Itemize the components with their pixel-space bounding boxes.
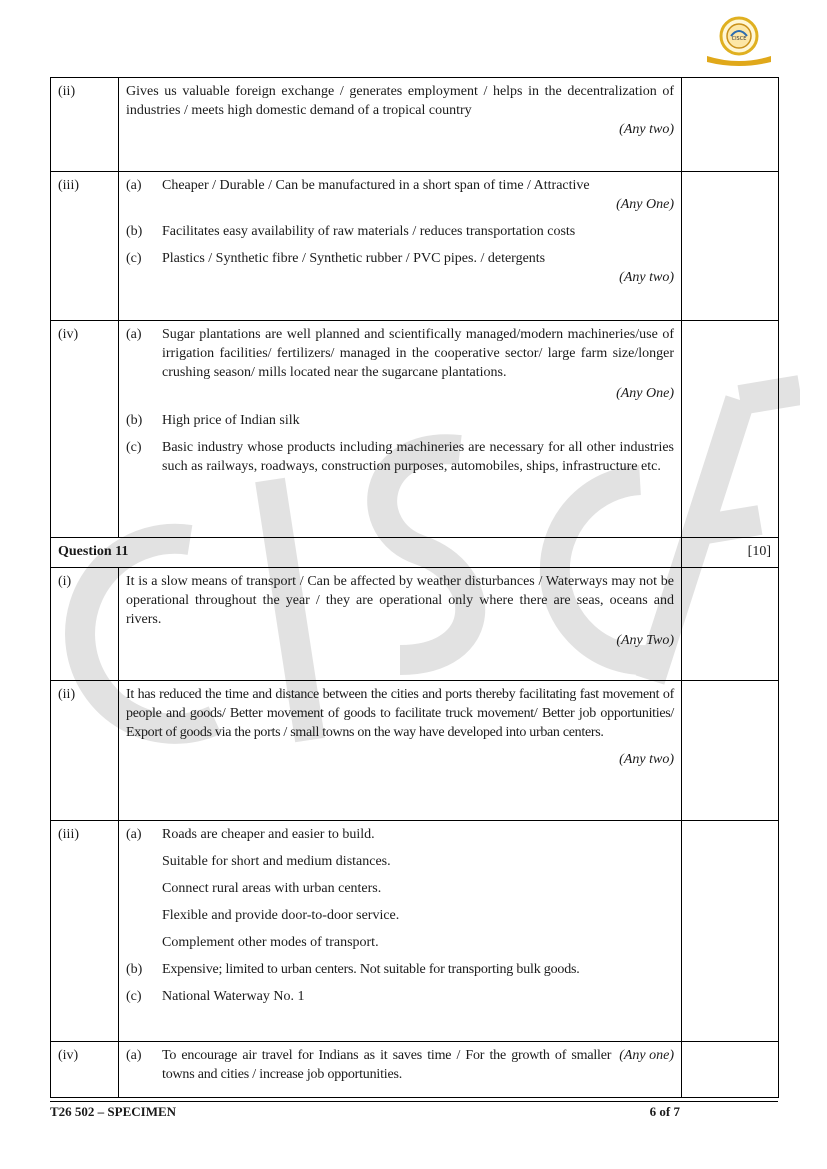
answer-text: Gives us valuable foreign exchange / generates employment / helps in the decentralization of industries / meets high domestic demand of a tropical country (126, 84, 674, 118)
row-label: (ii) (51, 78, 119, 172)
question-title: Question 11 (51, 538, 682, 568)
answer-cell (119, 78, 682, 172)
sub-answer (126, 1046, 674, 1084)
page-footer (50, 1104, 680, 1120)
marks-cell (682, 172, 779, 321)
answer-cell (119, 321, 682, 538)
sub-label: (a) (126, 178, 142, 193)
table-row (51, 568, 779, 681)
sub-label: (b) (126, 962, 143, 977)
footer-divider (50, 1101, 778, 1102)
any-note: (Any two) (619, 752, 674, 767)
table-row (51, 78, 779, 172)
answer-cell (119, 821, 682, 1042)
any-note: (Any One) (616, 386, 674, 401)
any-note: (Any two) (619, 270, 674, 285)
answer-line: Suitable for short and medium distances. (162, 854, 391, 869)
any-note: (Any Two) (616, 633, 674, 648)
sub-label: (c) (126, 251, 142, 266)
sub-answer (126, 825, 674, 952)
answer-line: Roads are cheaper and easier to build. (162, 827, 375, 842)
answer-text: It is a slow means of transport / Can be affected by weather disturbances / Waterways may not be operational throughout the year / they are operational only where there are seas, oceans and rivers. (126, 574, 674, 627)
answer-text: Expensive; limited to urban centers. Not suitable for transporting bulk goods. (162, 962, 580, 977)
answer-text: Plastics / Synthetic fibre / Synthetic rubber / PVC pipes. / detergents (162, 251, 546, 266)
marks-cell (682, 1042, 779, 1098)
row-label: (iii) (51, 821, 119, 1042)
table-row (51, 681, 779, 821)
marks-cell (682, 821, 779, 1042)
answer-text: Cheaper / Durable / Can be manufactured in a short span of time / Attractive (162, 178, 590, 193)
cisce-logo (703, 14, 775, 68)
answer-text: High price of Indian silk (162, 413, 300, 428)
sub-label: (a) (126, 827, 142, 842)
sub-label: (c) (126, 989, 142, 1004)
marks-cell (682, 321, 779, 538)
any-note: (Any two) (619, 122, 674, 137)
any-note: (Any one) (619, 1048, 674, 1063)
row-label: (i) (51, 568, 119, 681)
answer-cell (119, 1042, 682, 1098)
answer-text: Sugar plantations are well planned and scientifically managed/modern machineries/use of irrigation facilities/ fertilizers/ managed in the cooperative sector/ large farm size/longer crushing season/ mills located near the sugarcane plantations. (162, 327, 674, 380)
sub-answer (126, 176, 674, 214)
question-header-row (51, 538, 779, 568)
sub-answer (126, 411, 674, 430)
question-marks: [10] (682, 538, 779, 568)
sub-answer (126, 960, 674, 979)
sub-answer (126, 325, 674, 403)
sub-label: (b) (126, 224, 143, 239)
answer-line: Flexible and provide door-to-door service. (162, 908, 400, 923)
sub-label: (c) (126, 440, 142, 455)
marks-cell (682, 78, 779, 172)
paper-code: T26 502 – SPECIMEN (50, 1104, 177, 1119)
answer-text: To encourage air travel for Indians as it saves time / For the growth of smaller towns and cities / increase job opportunities. (162, 1048, 612, 1082)
answer-text: National Waterway No. 1 (162, 989, 305, 1004)
answer-text: It has reduced the time and distance between the cities and ports thereby facilitating fast movement of people and goods/ Better movement of goods to facilitate truck movement/ Better job opportunities/ Export of goods via the ports / small towns on the way have developed into urban centers. (126, 687, 674, 740)
answer-line: Connect rural areas with urban centers. (162, 881, 382, 896)
table-row (51, 821, 779, 1042)
sub-answer (126, 222, 674, 241)
any-note: (Any One) (616, 197, 674, 212)
sub-answer (126, 249, 674, 287)
table-row (51, 172, 779, 321)
row-label: (iv) (51, 321, 119, 538)
sub-label: (b) (126, 413, 143, 428)
sub-label: (a) (126, 327, 142, 342)
answer-text: Basic industry whose products including machineries are necessary for all other industries such as railways, roadways, construction purposes, automobiles, ships, infrastructure etc. (162, 440, 674, 474)
page-number: 6 of 7 (649, 1104, 680, 1119)
answer-cell (119, 568, 682, 681)
svg-text:CISCE: CISCE (731, 36, 747, 42)
row-label: (iii) (51, 172, 119, 321)
answer-line: Complement other modes of transport. (162, 935, 379, 950)
marking-scheme-table (50, 77, 779, 1098)
table-row (51, 321, 779, 538)
answer-text: Facilitates easy availability of raw materials / reduces transportation costs (162, 224, 576, 239)
marks-cell (682, 681, 779, 821)
sub-label: (a) (126, 1048, 142, 1063)
sub-answer (126, 438, 674, 476)
answer-cell (119, 172, 682, 321)
row-label: (iv) (51, 1042, 119, 1098)
sub-answer (126, 987, 674, 1006)
marks-cell (682, 568, 779, 681)
row-label: (ii) (51, 681, 119, 821)
answer-cell (119, 681, 682, 821)
table-row (51, 1042, 779, 1098)
